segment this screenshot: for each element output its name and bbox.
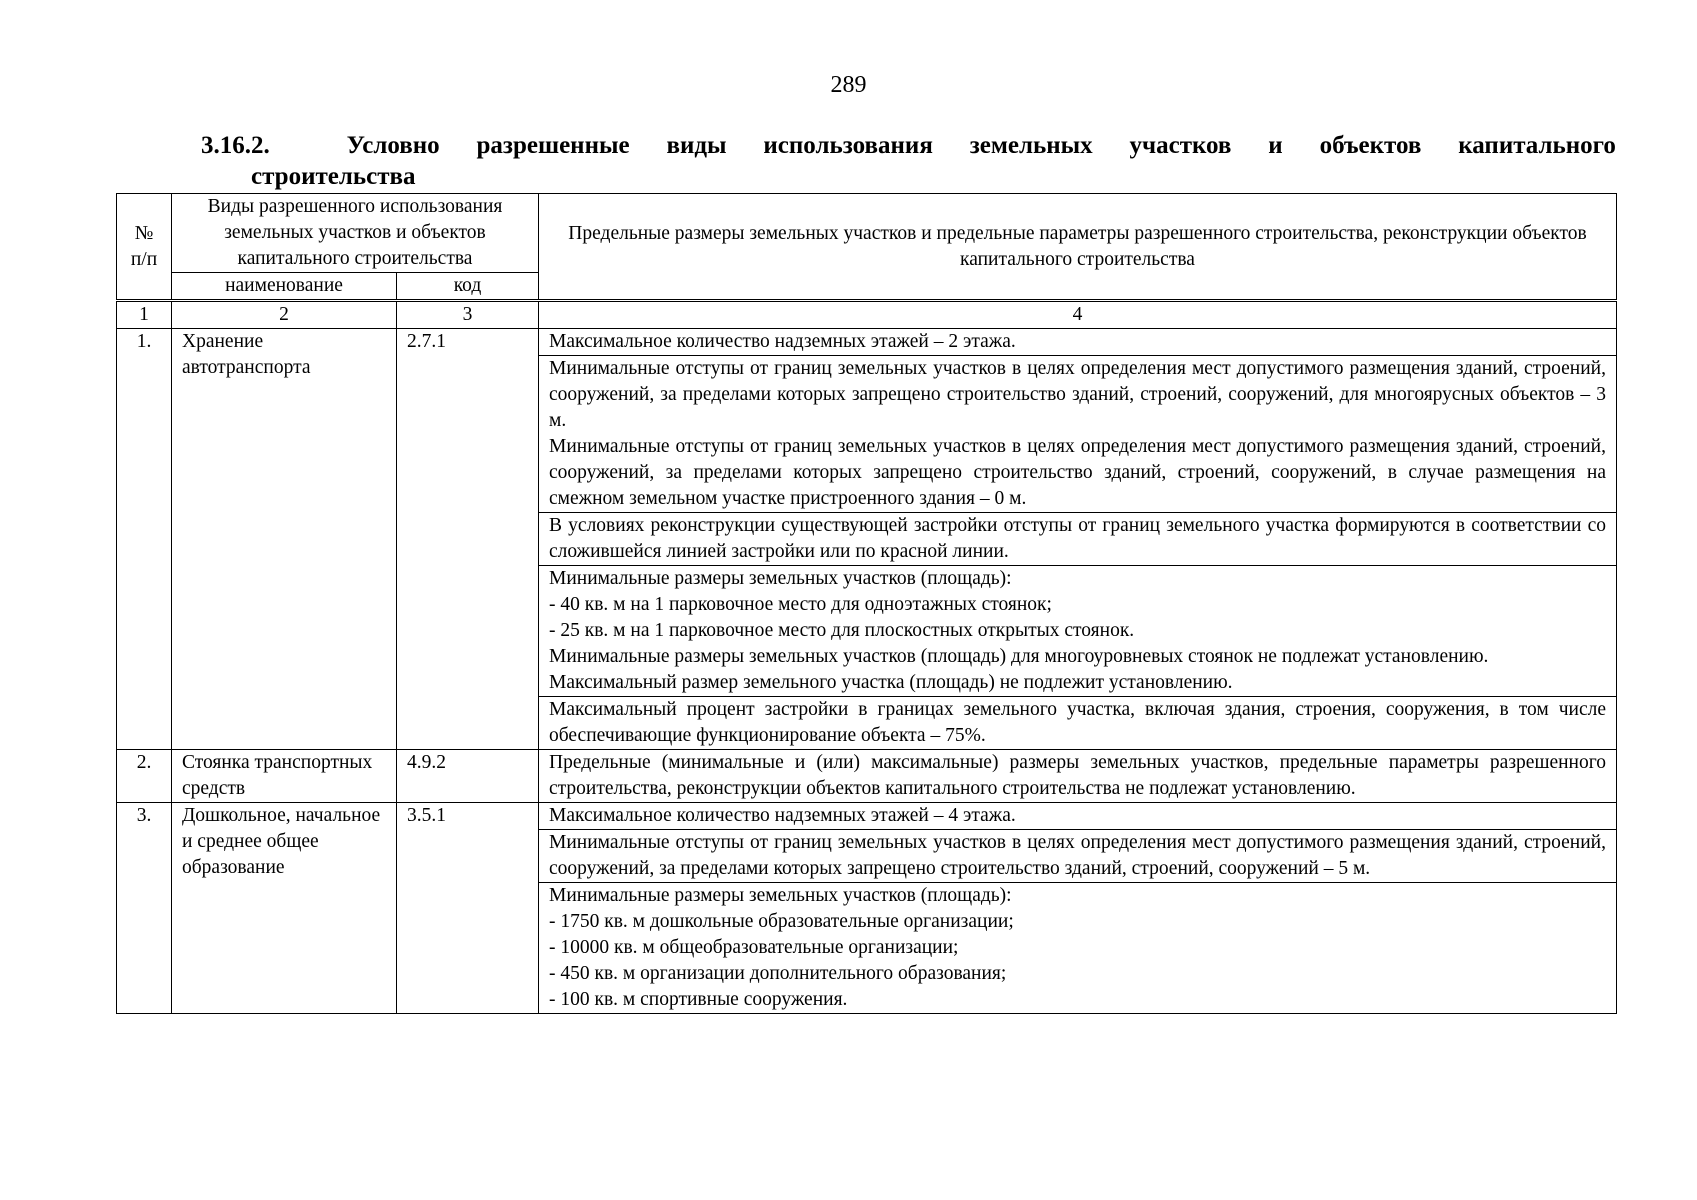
column-number: 2 xyxy=(172,302,397,329)
param-text: Максимальное количество надземных этажей – 4 этажа. xyxy=(549,805,1016,826)
header-number-column: № п/п xyxy=(117,194,172,300)
title-word: объектов xyxy=(1319,132,1422,159)
column-number: 4 xyxy=(539,302,1617,329)
param-text: В условиях реконструкции существующей застройки отступы от границ земельного участка формируются в соответствии со сложившейся линией застройки или по красной линии. xyxy=(549,515,1606,562)
section-title-line1 xyxy=(201,130,1616,161)
param-cell xyxy=(539,356,1617,513)
title-word: и xyxy=(1268,132,1283,159)
row-number: 3. xyxy=(117,803,172,1014)
header-name-column: наименование xyxy=(172,273,397,300)
header-uses-column: Виды разрешенного использования земельных участков и объектов капитального строительства xyxy=(172,194,539,273)
title-word: земельных xyxy=(969,132,1093,159)
param-text: Минимальные отступы от границ земельных участков в целях определения мест допустимого размещения зданий, строений, сооружений, за пределами которых запрещено строительство зданий, строений, сооружений, для многоярусных объектов – 3 м. xyxy=(549,358,1606,431)
param-text: Предельные (минимальные и (или) максимальные) размеры земельных участков, предельные параметры разрешенного строительства, реконструкции объектов капитального строительства не подлежат установлению. xyxy=(549,752,1606,799)
section-number: 3.16.2. xyxy=(201,132,270,159)
param-cell xyxy=(539,750,1617,803)
param-text: Максимальный размер земельного участка (площадь) не подлежит установлению. xyxy=(549,672,1233,693)
title-word: разрешенные xyxy=(476,132,630,159)
param-text: - 100 кв. м спортивные сооружения. xyxy=(549,989,848,1010)
param-text: Минимальные размеры земельных участков (площадь) для многоуровневых стоянок не подлежат установлению. xyxy=(549,646,1489,667)
param-cell xyxy=(539,566,1617,697)
title-word: капитального xyxy=(1458,132,1616,159)
section-title-line2: строительства xyxy=(251,163,416,190)
table-row xyxy=(117,803,1617,830)
column-number: 1 xyxy=(117,302,172,329)
param-text: - 10000 кв. м общеобразовательные организации; xyxy=(549,937,959,958)
use-name: Дошкольное, начальное и среднее общее образование xyxy=(172,803,397,1014)
column-number: 3 xyxy=(397,302,539,329)
table-row xyxy=(117,329,1617,356)
param-text: Минимальные отступы от границ земельных участков в целях определения мест допустимого размещения зданий, строений, сооружений, за пределами которых запрещено строительство зданий, строений, сооружений – 5 м. xyxy=(549,832,1606,879)
title-word: виды xyxy=(666,132,727,159)
table-body xyxy=(116,301,1617,1014)
param-text: - 1750 кв. м дошкольные образовательные организации; xyxy=(549,911,1014,932)
param-cell xyxy=(539,329,1617,356)
param-text: Минимальные размеры земельных участков (площадь): xyxy=(549,885,1012,906)
use-code: 3.5.1 xyxy=(397,803,539,1014)
header-code-column: код xyxy=(397,273,539,300)
param-cell xyxy=(539,697,1617,750)
section-title xyxy=(201,130,1616,192)
param-cell xyxy=(539,803,1617,830)
header-params-column: Предельные размеры земельных участков и предельные параметры разрешенного строительства, реконструкции объектов капитального строительства xyxy=(539,194,1617,300)
table-header xyxy=(116,193,1617,300)
param-cell xyxy=(539,830,1617,883)
param-cell xyxy=(539,513,1617,566)
param-text: - 25 кв. м на 1 парковочное место для плоскостных открытых стоянок. xyxy=(549,620,1135,641)
use-name: Стоянка транспортных средств xyxy=(172,750,397,803)
row-number: 1. xyxy=(117,329,172,750)
column-numbering-row xyxy=(117,302,1617,329)
title-word: использования xyxy=(763,132,933,159)
use-name: Хранение автотранспорта xyxy=(172,329,397,750)
param-text: - 40 кв. м на 1 парковочное место для одноэтажных стоянок; xyxy=(549,594,1052,615)
param-text: - 450 кв. м организации дополнительного образования; xyxy=(549,963,1007,984)
title-word: Условно xyxy=(346,132,440,159)
param-text: Максимальное количество надземных этажей – 2 этажа. xyxy=(549,331,1016,352)
title-word: участков xyxy=(1129,132,1232,159)
param-text: Минимальные размеры земельных участков (площадь): xyxy=(549,568,1012,589)
use-code: 4.9.2 xyxy=(397,750,539,803)
param-text: Минимальные отступы от границ земельных участков в целях определения мест допустимого размещения зданий, строений, сооружений, за пределами которых запрещено строительство зданий, строений, сооружений, в случае размещения на смежном земельном участке пристроенного здания – 0 м. xyxy=(549,436,1606,509)
use-code: 2.7.1 xyxy=(397,329,539,750)
table-row xyxy=(117,750,1617,803)
param-text: Максимальный процент застройки в границах земельного участка, включая здания, строения, сооружения, в том числе обеспечивающие функционирование объекта – 75%. xyxy=(549,699,1606,746)
page-number: 289 xyxy=(830,72,867,98)
param-cell xyxy=(539,883,1617,1014)
row-number: 2. xyxy=(117,750,172,803)
